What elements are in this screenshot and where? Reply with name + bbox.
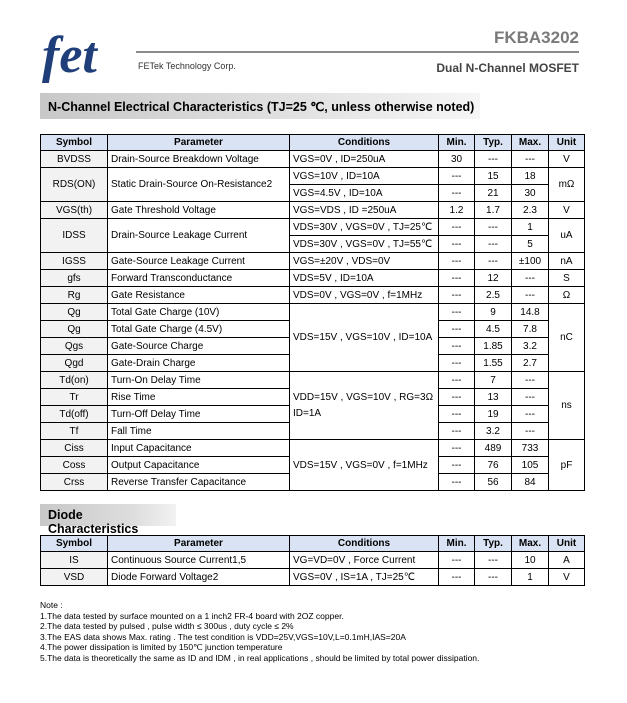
header-parameter: Parameter xyxy=(108,135,290,151)
max-cell: 2.7 xyxy=(512,355,549,372)
unit-cell: ns xyxy=(549,372,585,440)
min-cell: --- xyxy=(439,389,475,406)
max-cell: 30 xyxy=(512,185,549,202)
min-cell: --- xyxy=(439,185,475,202)
symbol-cell: gfs xyxy=(41,270,108,287)
note-item: 2.The data tested by pulsed , pulse width ≤ 300us , duty cycle ≤ 2% xyxy=(40,621,294,632)
parameter-cell: Fall Time xyxy=(108,423,290,440)
min-cell: --- xyxy=(439,219,475,236)
unit-cell: V xyxy=(549,202,585,219)
section-electrical-title-text: N-Channel Electrical Characteristics (TJ=25 ℃, unless otherwise noted) xyxy=(48,100,475,114)
min-cell: --- xyxy=(439,569,475,586)
min-cell: --- xyxy=(439,440,475,457)
table-row xyxy=(41,440,585,457)
section-diode-title xyxy=(40,504,176,536)
symbol-cell: Qg xyxy=(41,321,108,338)
symbol-cell: IDSS xyxy=(41,219,108,253)
min-cell: 30 xyxy=(439,151,475,168)
table-row xyxy=(41,151,585,168)
conditions-cell: VDS=0V , VGS=0V , f=1MHz xyxy=(290,287,439,304)
symbol-cell: Td(off) xyxy=(41,406,108,423)
min-cell: --- xyxy=(439,457,475,474)
header-min: Min. xyxy=(439,536,475,552)
max-cell: --- xyxy=(512,287,549,304)
max-cell: 733 xyxy=(512,440,549,457)
symbol-cell: RDS(ON) xyxy=(41,168,108,202)
unit-cell: nC xyxy=(549,304,585,372)
table-row xyxy=(41,372,585,389)
parameter-cell: Turn-On Delay Time xyxy=(108,372,290,389)
max-cell: --- xyxy=(512,389,549,406)
typ-cell: 9 xyxy=(475,304,512,321)
table-row xyxy=(41,168,585,185)
symbol-cell: Crss xyxy=(41,474,108,491)
symbol-cell: Tr xyxy=(41,389,108,406)
min-cell: --- xyxy=(439,236,475,253)
unit-cell: pF xyxy=(549,440,585,491)
diode-characteristics-table xyxy=(40,535,585,586)
note-item: 1.The data tested by surface mounted on a 1 inch2 FR-4 board with 2OZ copper. xyxy=(40,610,344,621)
typ-cell: --- xyxy=(475,236,512,253)
unit-cell: mΩ xyxy=(549,168,585,202)
header-parameter: Parameter xyxy=(108,536,290,552)
typ-cell: 1.55 xyxy=(475,355,512,372)
symbol-cell: VGS(th) xyxy=(41,202,108,219)
max-cell: 84 xyxy=(512,474,549,491)
table-row xyxy=(41,219,585,236)
parameter-cell: Rise Time xyxy=(108,389,290,406)
max-cell: ±100 xyxy=(512,253,549,270)
parameter-cell: Output Capacitance xyxy=(108,457,290,474)
conditions-cell: VGS=10V , ID=10A xyxy=(290,168,439,185)
table-row xyxy=(41,270,585,287)
table-row xyxy=(41,202,585,219)
part-number: FKBA3202 xyxy=(493,28,579,47)
parameter-cell: Drain-Source Breakdown Voltage xyxy=(108,151,290,168)
table-header-row xyxy=(41,536,585,552)
min-cell: --- xyxy=(439,474,475,491)
section-electrical-title xyxy=(40,93,480,119)
max-cell: 7.8 xyxy=(512,321,549,338)
typ-cell: --- xyxy=(475,569,512,586)
parameter-cell: Turn-Off Delay Time xyxy=(108,406,290,423)
notes-title: Note : xyxy=(40,600,63,610)
parameter-cell: Total Gate Charge (10V) xyxy=(108,304,290,321)
header-unit: Unit xyxy=(549,135,585,151)
min-cell: 1.2 xyxy=(439,202,475,219)
unit-cell: V xyxy=(549,151,585,168)
table-row xyxy=(41,253,585,270)
fet-logo xyxy=(40,26,150,86)
max-cell: --- xyxy=(512,406,549,423)
max-cell: 1 xyxy=(512,569,549,586)
symbol-cell: Qgs xyxy=(41,338,108,355)
parameter-cell: Gate-Drain Charge xyxy=(108,355,290,372)
conditions-cell: VGS=0V , IS=1A , TJ=25℃ xyxy=(290,569,439,586)
header-typ: Typ. xyxy=(475,536,512,552)
parameter-cell: Input Capacitance xyxy=(108,440,290,457)
header-symbol: Symbol xyxy=(41,536,108,552)
header-unit: Unit xyxy=(549,536,585,552)
conditions-cell: VDS=30V , VGS=0V , TJ=25℃ xyxy=(290,219,439,236)
note-item: 4.The power dissipation is limited by 150℃ junction temperature xyxy=(40,642,283,653)
table-header-row xyxy=(41,135,585,151)
parameter-cell: Gate-Source Leakage Current xyxy=(108,253,290,270)
header-min: Min. xyxy=(439,135,475,151)
header-conditions: Conditions xyxy=(290,536,439,552)
typ-cell: 76 xyxy=(475,457,512,474)
typ-cell: --- xyxy=(475,219,512,236)
unit-cell: V xyxy=(549,569,585,586)
table-row xyxy=(41,569,585,586)
conditions-cell: VGS=0V , ID=250uA xyxy=(290,151,439,168)
min-cell: --- xyxy=(439,321,475,338)
typ-cell: 56 xyxy=(475,474,512,491)
min-cell: --- xyxy=(439,372,475,389)
conditions-cell: VDS=15V , VGS=10V , ID=10A xyxy=(290,304,439,372)
conditions-cell xyxy=(290,372,439,440)
min-cell: --- xyxy=(439,168,475,185)
typ-cell: 3.2 xyxy=(475,423,512,440)
typ-cell: --- xyxy=(475,151,512,168)
min-cell: --- xyxy=(439,552,475,569)
logo-text: fet xyxy=(42,27,97,84)
conditions-line: VDD=15V , VGS=10V , RG=3Ω xyxy=(293,391,434,403)
symbol-cell: Rg xyxy=(41,287,108,304)
typ-cell: 13 xyxy=(475,389,512,406)
symbol-cell: BVDSS xyxy=(41,151,108,168)
conditions-cell: VG=VD=0V , Force Current xyxy=(290,552,439,569)
min-cell: --- xyxy=(439,304,475,321)
table-row xyxy=(41,552,585,569)
symbol-cell: IGSS xyxy=(41,253,108,270)
parameter-cell: Static Drain-Source On-Resistance2 xyxy=(108,168,290,202)
max-cell: 14.8 xyxy=(512,304,549,321)
table-row xyxy=(41,304,585,321)
parameter-cell: Drain-Source Leakage Current xyxy=(108,219,290,253)
unit-cell: uA xyxy=(549,219,585,253)
conditions-cell: VGS=4.5V , ID=10A xyxy=(290,185,439,202)
parameter-cell: Gate Threshold Voltage xyxy=(108,202,290,219)
company-name: FETek Technology Corp. xyxy=(138,61,236,71)
max-cell: 18 xyxy=(512,168,549,185)
max-cell: 105 xyxy=(512,457,549,474)
parameter-cell: Forward Transconductance xyxy=(108,270,290,287)
unit-cell: Ω xyxy=(549,287,585,304)
symbol-cell: VSD xyxy=(41,569,108,586)
parameter-cell: Continuous Source Current1,5 xyxy=(108,552,290,569)
device-subtitle: Dual N-Channel MOSFET xyxy=(436,61,579,75)
typ-cell: 7 xyxy=(475,372,512,389)
typ-cell: --- xyxy=(475,253,512,270)
max-cell: --- xyxy=(512,372,549,389)
max-cell: 1 xyxy=(512,219,549,236)
conditions-cell: VDS=30V , VGS=0V , TJ=55℃ xyxy=(290,236,439,253)
header-rule xyxy=(136,51,579,53)
typ-cell: 1.85 xyxy=(475,338,512,355)
conditions-cell: VGS=VDS , ID =250uA xyxy=(290,202,439,219)
max-cell: --- xyxy=(512,423,549,440)
electrical-characteristics-table xyxy=(40,134,585,491)
min-cell: --- xyxy=(439,253,475,270)
symbol-cell: Coss xyxy=(41,457,108,474)
typ-cell: 1.7 xyxy=(475,202,512,219)
note-item: 5.The data is theoretically the same as ID and IDM , in real applications , should be limited by total power dissipation. xyxy=(40,652,480,663)
parameter-cell: Gate Resistance xyxy=(108,287,290,304)
max-cell: 5 xyxy=(512,236,549,253)
typ-cell: --- xyxy=(475,552,512,569)
min-cell: --- xyxy=(439,423,475,440)
conditions-cell: VGS=±20V , VDS=0V xyxy=(290,253,439,270)
table-row xyxy=(41,287,585,304)
parameter-cell: Reverse Transfer Capacitance xyxy=(108,474,290,491)
max-cell: 2.3 xyxy=(512,202,549,219)
parameter-cell: Diode Forward Voltage2 xyxy=(108,569,290,586)
unit-cell: S xyxy=(549,270,585,287)
header-max: Max. xyxy=(512,135,549,151)
parameter-cell: Gate-Source Charge xyxy=(108,338,290,355)
conditions-line: ID=1A xyxy=(293,407,322,419)
conditions-cell: VDS=5V , ID=10A xyxy=(290,270,439,287)
symbol-cell: Ciss xyxy=(41,440,108,457)
symbol-cell: Qg xyxy=(41,304,108,321)
max-cell: --- xyxy=(512,270,549,287)
min-cell: --- xyxy=(439,338,475,355)
note-item: 3.The EAS data shows Max. rating . The test condition is VDD=25V,VGS=10V,L=0.1mH,IAS=20A xyxy=(40,631,406,642)
unit-cell: nA xyxy=(549,253,585,270)
max-cell: 3.2 xyxy=(512,338,549,355)
notes-block xyxy=(40,600,479,664)
header-conditions: Conditions xyxy=(290,135,439,151)
min-cell: --- xyxy=(439,406,475,423)
typ-cell: 2.5 xyxy=(475,287,512,304)
symbol-cell: IS xyxy=(41,552,108,569)
header-typ: Typ. xyxy=(475,135,512,151)
min-cell: --- xyxy=(439,287,475,304)
unit-cell: A xyxy=(549,552,585,569)
typ-cell: 4.5 xyxy=(475,321,512,338)
symbol-cell: Qgd xyxy=(41,355,108,372)
header-symbol: Symbol xyxy=(41,135,108,151)
symbol-cell: Tf xyxy=(41,423,108,440)
max-cell: --- xyxy=(512,151,549,168)
typ-cell: 15 xyxy=(475,168,512,185)
header-max: Max. xyxy=(512,536,549,552)
typ-cell: 489 xyxy=(475,440,512,457)
max-cell: 10 xyxy=(512,552,549,569)
symbol-cell: Td(on) xyxy=(41,372,108,389)
conditions-cell: VDS=15V , VGS=0V , f=1MHz xyxy=(290,440,439,491)
typ-cell: 12 xyxy=(475,270,512,287)
min-cell: --- xyxy=(439,270,475,287)
typ-cell: 19 xyxy=(475,406,512,423)
min-cell: --- xyxy=(439,355,475,372)
typ-cell: 21 xyxy=(475,185,512,202)
section-diode-title-text: Diode Characteristics xyxy=(48,508,139,536)
parameter-cell: Total Gate Charge (4.5V) xyxy=(108,321,290,338)
